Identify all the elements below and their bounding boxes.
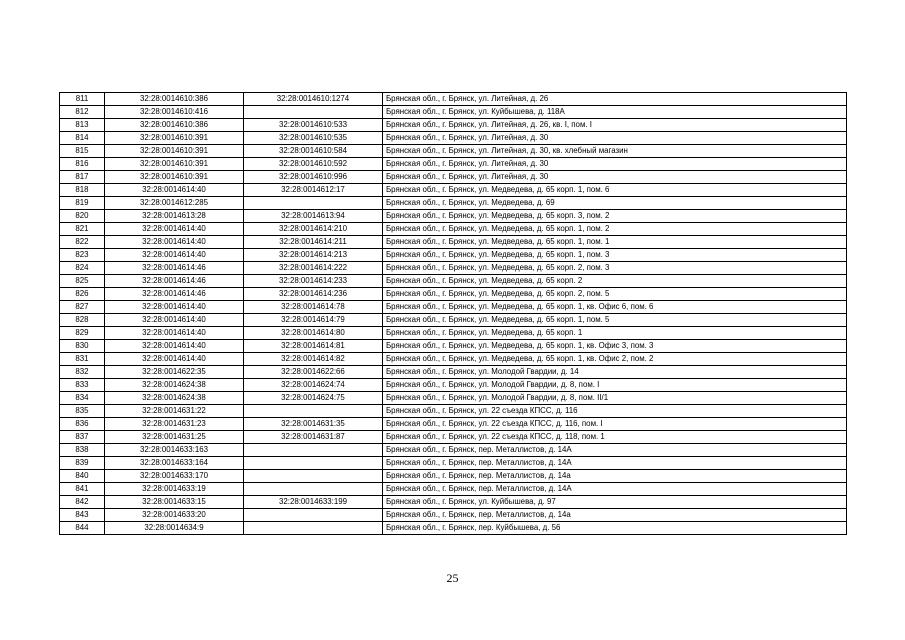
premises-cadastral-number-cell: 32:28:0014633:199 — [244, 496, 383, 509]
table-row — [60, 431, 847, 444]
table-row — [60, 392, 847, 405]
registry-table-body — [60, 93, 847, 535]
premises-cadastral-number-cell: 32:28:0014610:584 — [244, 145, 383, 158]
premises-cadastral-number-cell: 32:28:0014614:222 — [244, 262, 383, 275]
address-cell: Брянская обл., г. Брянск, ул. 22 съезда КПСС, д. 118, пом. 1 — [383, 431, 847, 444]
table-row — [60, 275, 847, 288]
table-row — [60, 119, 847, 132]
cadastral-number-cell: 32:28:0014631:25 — [105, 431, 244, 444]
row-number-cell: 837 — [60, 431, 105, 444]
row-number-cell: 838 — [60, 444, 105, 457]
table-row — [60, 522, 847, 535]
row-number-cell: 814 — [60, 132, 105, 145]
table-row — [60, 262, 847, 275]
row-number-cell: 835 — [60, 405, 105, 418]
cadastral-number-cell: 32:28:0014610:391 — [105, 158, 244, 171]
address-cell: Брянская обл., г. Брянск, ул. Молодой Гвардии, д. 8, пом. I — [383, 379, 847, 392]
premises-cadastral-number-cell: 32:28:0014614:82 — [244, 353, 383, 366]
cadastral-number-cell: 32:28:0014614:40 — [105, 249, 244, 262]
premises-cadastral-number-cell: 32:28:0014614:236 — [244, 288, 383, 301]
row-number-cell: 831 — [60, 353, 105, 366]
cadastral-number-cell: 32:28:0014614:40 — [105, 314, 244, 327]
table-row — [60, 106, 847, 119]
table-row — [60, 314, 847, 327]
premises-cadastral-number-cell: 32:28:0014614:78 — [244, 301, 383, 314]
premises-cadastral-number-cell: 32:28:0014613:94 — [244, 210, 383, 223]
cadastral-number-cell: 32:28:0014610:386 — [105, 93, 244, 106]
premises-cadastral-number-cell: 32:28:0014624:74 — [244, 379, 383, 392]
row-number-cell: 813 — [60, 119, 105, 132]
address-cell: Брянская обл., г. Брянск, ул. Медведева, д. 65 корп. 2 — [383, 275, 847, 288]
table-row — [60, 457, 847, 470]
address-cell: Брянская обл., г. Брянск, ул. Медведева, д. 65 корп. 1, пом. 1 — [383, 236, 847, 249]
cadastral-number-cell: 32:28:0014631:22 — [105, 405, 244, 418]
table-row — [60, 93, 847, 106]
premises-cadastral-number-cell: 32:28:0014614:210 — [244, 223, 383, 236]
table-row — [60, 288, 847, 301]
premises-cadastral-number-cell: 32:28:0014614:213 — [244, 249, 383, 262]
table-row — [60, 470, 847, 483]
row-number-cell: 834 — [60, 392, 105, 405]
premises-cadastral-number-cell: 32:28:0014614:81 — [244, 340, 383, 353]
premises-cadastral-number-cell: 32:28:0014614:80 — [244, 327, 383, 340]
premises-cadastral-number-cell: 32:28:0014631:87 — [244, 431, 383, 444]
cadastral-number-cell: 32:28:0014614:46 — [105, 288, 244, 301]
table-row — [60, 171, 847, 184]
table-row — [60, 197, 847, 210]
cadastral-number-cell: 32:28:0014610:391 — [105, 145, 244, 158]
cadastral-number-cell: 32:28:0014624:38 — [105, 392, 244, 405]
row-number-cell: 825 — [60, 275, 105, 288]
address-cell: Брянская обл., г. Брянск, ул. Куйбышева, д. 118А — [383, 106, 847, 119]
row-number-cell: 822 — [60, 236, 105, 249]
address-cell: Брянская обл., г. Брянск, ул. 22 съезда КПСС, д. 116, пом. I — [383, 418, 847, 431]
row-number-cell: 824 — [60, 262, 105, 275]
premises-cadastral-number-cell: 32:28:0014614:79 — [244, 314, 383, 327]
row-number-cell: 823 — [60, 249, 105, 262]
table-row — [60, 210, 847, 223]
address-cell: Брянская обл., г. Брянск, ул. Медведева, д. 65 корп. 2, пом. 5 — [383, 288, 847, 301]
table-row — [60, 340, 847, 353]
table-row — [60, 405, 847, 418]
premises-cadastral-number-cell — [244, 405, 383, 418]
row-number-cell: 833 — [60, 379, 105, 392]
premises-cadastral-number-cell: 32:28:0014610:535 — [244, 132, 383, 145]
premises-cadastral-number-cell: 32:28:0014610:996 — [244, 171, 383, 184]
cadastral-number-cell: 32:28:0014614:40 — [105, 353, 244, 366]
table-row — [60, 223, 847, 236]
premises-cadastral-number-cell — [244, 522, 383, 535]
premises-cadastral-number-cell — [244, 444, 383, 457]
address-cell: Брянская обл., г. Брянск, пер. Металлистов, д. 14а — [383, 470, 847, 483]
cadastral-number-cell: 32:28:0014633:163 — [105, 444, 244, 457]
page-number: 25 — [446, 571, 459, 585]
address-cell: Брянская обл., г. Брянск, ул. Медведева, д. 65 корп. 1, пом. 3 — [383, 249, 847, 262]
row-number-cell: 811 — [60, 93, 105, 106]
cadastral-number-cell: 32:28:0014631:23 — [105, 418, 244, 431]
row-number-cell: 817 — [60, 171, 105, 184]
address-cell: Брянская обл., г. Брянск, ул. Литейная, д. 30 — [383, 171, 847, 184]
cadastral-number-cell: 32:28:0014614:40 — [105, 301, 244, 314]
row-number-cell: 818 — [60, 184, 105, 197]
premises-cadastral-number-cell — [244, 470, 383, 483]
row-number-cell: 842 — [60, 496, 105, 509]
table-row — [60, 236, 847, 249]
row-number-cell: 812 — [60, 106, 105, 119]
table-row — [60, 509, 847, 522]
table-row — [60, 379, 847, 392]
cadastral-number-cell: 32:28:0014614:40 — [105, 236, 244, 249]
row-number-cell: 827 — [60, 301, 105, 314]
table-row — [60, 145, 847, 158]
premises-cadastral-number-cell — [244, 197, 383, 210]
row-number-cell: 815 — [60, 145, 105, 158]
row-number-cell: 839 — [60, 457, 105, 470]
row-number-cell: 843 — [60, 509, 105, 522]
address-cell: Брянская обл., г. Брянск, ул. Медведева, д. 65 корп. 1, кв. Офис 6, пом. 6 — [383, 301, 847, 314]
cadastral-number-cell: 32:28:0014614:46 — [105, 262, 244, 275]
address-cell: Брянская обл., г. Брянск, ул. Литейная, д. 26 — [383, 93, 847, 106]
address-cell: Брянская обл., г. Брянск, ул. Литейная, д. 30, кв. хлебный магазин — [383, 145, 847, 158]
premises-cadastral-number-cell: 32:28:0014610:592 — [244, 158, 383, 171]
address-cell: Брянская обл., г. Брянск, пер. Металлистов, д. 14А — [383, 457, 847, 470]
premises-cadastral-number-cell: 32:28:0014614:233 — [244, 275, 383, 288]
address-cell: Брянская обл., г. Брянск, ул. Медведева, д. 65 корп. 1, пом. 5 — [383, 314, 847, 327]
cadastral-number-cell: 32:28:0014622:35 — [105, 366, 244, 379]
cadastral-number-cell: 32:28:0014613:28 — [105, 210, 244, 223]
address-cell: Брянская обл., г. Брянск, ул. 22 съезда КПСС, д. 116 — [383, 405, 847, 418]
premises-cadastral-number-cell — [244, 483, 383, 496]
registry-table — [59, 92, 847, 535]
table-row — [60, 483, 847, 496]
address-cell: Брянская обл., г. Брянск, ул. Литейная, д. 30 — [383, 158, 847, 171]
premises-cadastral-number-cell: 32:28:0014612:17 — [244, 184, 383, 197]
cadastral-number-cell: 32:28:0014633:170 — [105, 470, 244, 483]
cadastral-number-cell: 32:28:0014612:285 — [105, 197, 244, 210]
row-number-cell: 829 — [60, 327, 105, 340]
address-cell: Брянская обл., г. Брянск, ул. Литейная, д. 26, кв. I, пом. I — [383, 119, 847, 132]
address-cell: Брянская обл., г. Брянск, ул. Медведева, д. 65 корп. 1, кв. Офис 3, пом. 3 — [383, 340, 847, 353]
premises-cadastral-number-cell: 32:28:0014624:75 — [244, 392, 383, 405]
row-number-cell: 820 — [60, 210, 105, 223]
address-cell: Брянская обл., г. Брянск, пер. Металлистов, д. 14А — [383, 483, 847, 496]
table-row — [60, 353, 847, 366]
address-cell: Брянская обл., г. Брянск, ул. Медведева, д. 69 — [383, 197, 847, 210]
row-number-cell: 819 — [60, 197, 105, 210]
table-row — [60, 496, 847, 509]
cadastral-number-cell: 32:28:0014614:40 — [105, 340, 244, 353]
row-number-cell: 832 — [60, 366, 105, 379]
table-row — [60, 418, 847, 431]
address-cell: Брянская обл., г. Брянск, пер. Куйбышева, д. 56 — [383, 522, 847, 535]
cadastral-number-cell: 32:28:0014624:38 — [105, 379, 244, 392]
row-number-cell: 828 — [60, 314, 105, 327]
row-number-cell: 840 — [60, 470, 105, 483]
cadastral-number-cell: 32:28:0014614:40 — [105, 327, 244, 340]
address-cell: Брянская обл., г. Брянск, ул. Медведева, д. 65 корп. 3, пом. 2 — [383, 210, 847, 223]
cadastral-number-cell: 32:28:0014634:9 — [105, 522, 244, 535]
address-cell: Брянская обл., г. Брянск, ул. Медведева, д. 65 корп. 1, пом. 2 — [383, 223, 847, 236]
premises-cadastral-number-cell: 32:28:0014610:1274 — [244, 93, 383, 106]
address-cell: Брянская обл., г. Брянск, пер. Металлистов, д. 14А — [383, 444, 847, 457]
address-cell: Брянская обл., г. Брянск, ул. Медведева, д. 65 корп. 1, кв. Офис 2, пом. 2 — [383, 353, 847, 366]
premises-cadastral-number-cell: 32:28:0014614:211 — [244, 236, 383, 249]
premises-cadastral-number-cell: 32:28:0014610:533 — [244, 119, 383, 132]
table-row — [60, 249, 847, 262]
cadastral-number-cell: 32:28:0014633:164 — [105, 457, 244, 470]
cadastral-number-cell: 32:28:0014614:46 — [105, 275, 244, 288]
premises-cadastral-number-cell: 32:28:0014622:66 — [244, 366, 383, 379]
cadastral-number-cell: 32:28:0014614:40 — [105, 184, 244, 197]
premises-cadastral-number-cell — [244, 106, 383, 119]
address-cell: Брянская обл., г. Брянск, ул. Медведева, д. 65 корп. 1, пом. 6 — [383, 184, 847, 197]
address-cell: Брянская обл., г. Брянск, ул. Куйбышева, д. 97 — [383, 496, 847, 509]
address-cell: Брянская обл., г. Брянск, пер. Металлистов, д. 14а — [383, 509, 847, 522]
cadastral-number-cell: 32:28:0014633:19 — [105, 483, 244, 496]
row-number-cell: 844 — [60, 522, 105, 535]
table-row — [60, 158, 847, 171]
cadastral-number-cell: 32:28:0014610:391 — [105, 132, 244, 145]
row-number-cell: 816 — [60, 158, 105, 171]
cadastral-number-cell: 32:28:0014610:386 — [105, 119, 244, 132]
table-row — [60, 327, 847, 340]
table-row — [60, 184, 847, 197]
cadastral-number-cell: 32:28:0014610:416 — [105, 106, 244, 119]
table-row — [60, 132, 847, 145]
table-row — [60, 366, 847, 379]
row-number-cell: 826 — [60, 288, 105, 301]
address-cell: Брянская обл., г. Брянск, ул. Молодой Гвардии, д. 14 — [383, 366, 847, 379]
premises-cadastral-number-cell — [244, 457, 383, 470]
address-cell: Брянская обл., г. Брянск, ул. Медведева, д. 65 корп. 1 — [383, 327, 847, 340]
row-number-cell: 830 — [60, 340, 105, 353]
row-number-cell: 821 — [60, 223, 105, 236]
table-row — [60, 444, 847, 457]
cadastral-number-cell: 32:28:0014610:391 — [105, 171, 244, 184]
premises-cadastral-number-cell — [244, 509, 383, 522]
address-cell: Брянская обл., г. Брянск, ул. Медведева, д. 65 корп. 2, пом. 3 — [383, 262, 847, 275]
table-row — [60, 301, 847, 314]
address-cell: Брянская обл., г. Брянск, ул. Молодой Гвардии, д. 8, пом. II/1 — [383, 392, 847, 405]
row-number-cell: 836 — [60, 418, 105, 431]
cadastral-number-cell: 32:28:0014633:15 — [105, 496, 244, 509]
cadastral-number-cell: 32:28:0014633:20 — [105, 509, 244, 522]
cadastral-number-cell: 32:28:0014614:40 — [105, 223, 244, 236]
address-cell: Брянская обл., г. Брянск, ул. Литейная, д. 30 — [383, 132, 847, 145]
premises-cadastral-number-cell: 32:28:0014631:35 — [244, 418, 383, 431]
row-number-cell: 841 — [60, 483, 105, 496]
